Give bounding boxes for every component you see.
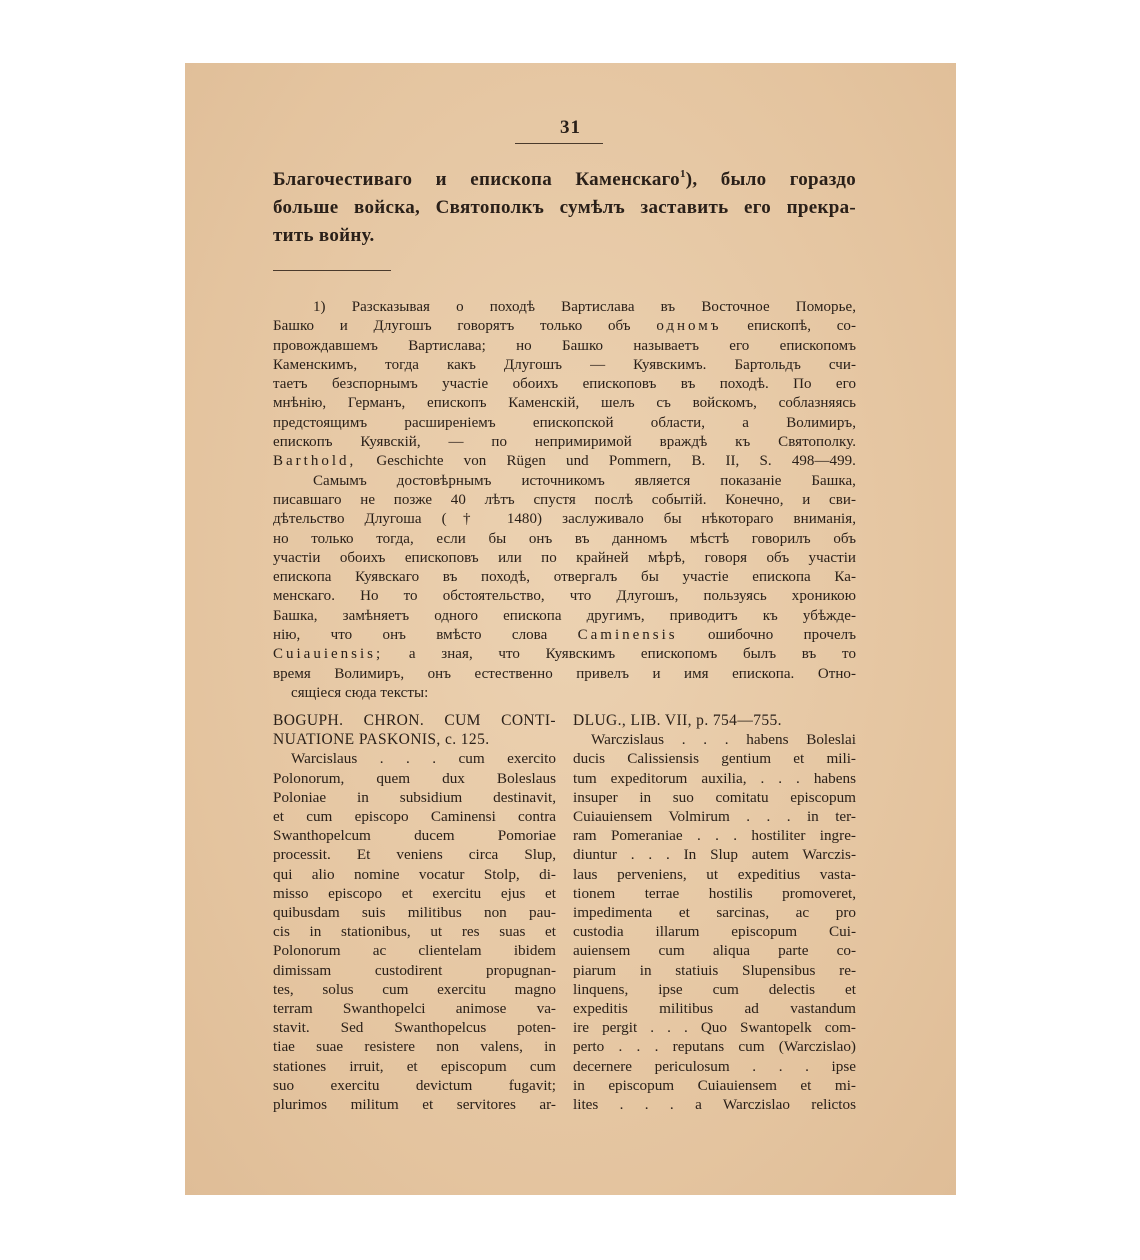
column-line: diuntur . . . In Slup autem Warczis- (573, 846, 856, 864)
main-text (273, 166, 856, 250)
column-line: in episcopum Cuiauiensem et mi- (573, 1076, 856, 1094)
footnote-line: дѣтельство Длугоша († 1480) заслуживало бы нѣкотораго вниманія, (273, 511, 856, 528)
column-line: Polonorum, quem dux Boleslaus (273, 769, 556, 787)
column-line: misso episcopo et exercitu ejus et (273, 884, 556, 902)
column-line: suo exercitu devictum fugavit; (273, 1076, 556, 1094)
footnote-citation: Barthold, Geschichte von Rügen und Pommern, B. II, S. 498—499. (273, 453, 856, 470)
column-line: impedimenta et sarcinas, ac pro (573, 904, 856, 922)
right-column-text (573, 730, 856, 1114)
column-line: Poloniae in subsidium destinavit, (273, 788, 556, 806)
column-line: tiae suae resistere non valens, in (273, 1038, 556, 1056)
footnote (273, 298, 856, 703)
column-line: decernere periculosum . . . ipse (573, 1057, 856, 1075)
footnote-line: таетъ безспорнымъ участіе обоихъ епископовъ въ походѣ. По его (273, 376, 856, 393)
main-text-line: Благочестиваго и епископа Каменскаго$^1$), было гораздо (273, 168, 856, 190)
column-line: lites . . . a Warczislao relictos (573, 1096, 856, 1114)
footnote-line: епископъ Куявскій, — по непримиримой враждѣ къ Святополку. (273, 434, 856, 451)
footnote-line: Cuiauiensis; а зная, что Куявскимъ епископомъ былъ въ то (273, 646, 856, 663)
footnote-line: время Волимиръ, онъ естественно привелъ и имя епископа. Отно- (273, 665, 856, 682)
footnote-line: предстоящимъ расширеніемъ епископской области, а Волимиръ, (273, 414, 856, 431)
column-line: tes, solus cum exercitu magno (273, 980, 556, 998)
left-column-text (273, 749, 556, 1114)
column-line: expeditis militibus ad vastandum (573, 1000, 856, 1018)
column-line: ram Pomeraniae . . . hostiliter ingre- (573, 827, 856, 845)
column-line: piarum in statiuis Slupensibus re- (573, 961, 856, 979)
column-line: laus perveniens, ut expeditius vasta- (573, 865, 856, 883)
footnote-line: но только тогда, если бы онъ въ данномъ мѣстѣ говорилъ объ (273, 530, 856, 547)
left-column (273, 711, 556, 1114)
column-line: linquens, ipse cum delectis et (573, 980, 856, 998)
right-column (573, 711, 856, 1114)
book-page (185, 63, 956, 1195)
column-line: Warczislaus . . . habens Boleslai (591, 731, 856, 749)
column-line: terram Swanthopelci animose va- (273, 1000, 556, 1018)
column-line: tum expeditorum auxilia, . . . habens (573, 769, 856, 787)
column-line: processit. Et veniens circa Slup, (273, 846, 556, 864)
left-column-heading: NUATIONE PASKONIS, c. 125. (273, 731, 490, 749)
footnote-line: Башко и Длугошъ говорятъ только объ одномъ епископѣ, со- (273, 318, 856, 335)
column-line: Warcislaus . . . cum exercito (291, 750, 556, 768)
main-text-line: больше войска, Святополкъ сумѣлъ заставить его прекра- (273, 197, 856, 218)
footnote-line: нію, что онъ вмѣсто слова Caminensis ошибочно прочелъ (273, 627, 857, 644)
column-line: ire pergit . . . Quo Swantopelk com- (573, 1019, 856, 1037)
footnote-marker[interactable]: 1 (679, 168, 686, 180)
column-line: quibusdam suis militibus non pau- (273, 904, 556, 922)
footnote-line: мнѣнію, Германъ, епископъ Каменскій, шелъ съ войскомъ, соблазняясь (273, 395, 856, 412)
left-column-heading: BOGUPH. CHRON. CUM CONTI- (273, 712, 556, 729)
column-line: Swanthopelcum ducem Pomoriae (273, 827, 556, 845)
column-line: qui alio nomine vocatur Stolp, di- (273, 865, 556, 883)
footnote-line: участіи обоихъ епископовъ или по крайней мѣрѣ, говоря объ участіи (273, 549, 856, 566)
page-number: 31 (560, 117, 581, 138)
column-line: tionem terrae hostilis promoveret, (573, 884, 856, 902)
footnote-line: Башка, замѣняетъ одного епископа другимъ, приводитъ къ убѣжде- (273, 607, 856, 624)
main-text-line: тить войну. (273, 225, 375, 246)
column-line: auiensem cum aliqua parte co- (573, 942, 856, 960)
column-line: Cuiauiensem Volmirum . . . in ter- (573, 808, 856, 826)
column-line: cis in stationibus, ut res suas et (273, 923, 556, 941)
column-line: stationes irruit, et episcopum cum (273, 1057, 556, 1075)
column-line: dimissam custodirent propugnan- (273, 961, 556, 979)
column-line: plurimos militum et servitores ar- (273, 1096, 556, 1114)
column-line: perto . . . reputans cum (Warczislao) (573, 1038, 856, 1056)
column-line: insuper in suo comitatu episcopum (573, 788, 856, 806)
footnote-line: писавшаго не позже 40 лѣтъ спустя послѣ событій. Конечно, и сви- (273, 491, 856, 508)
footnote-line: 1) Разсказывая о походѣ Вартислава въ Восточное Поморье, (313, 299, 856, 315)
right-column-heading: DLUG., LIB. VII, p. 754—755. (573, 712, 782, 729)
footnote-rule (273, 270, 391, 271)
page-number-rule (515, 143, 603, 144)
footnote-line: епископа Куявскаго въ походѣ, отвергалъ бы участіе епископа Ка- (273, 569, 856, 586)
footnote-line: Каменскимъ, тогда какъ Длугошъ — Куявскимъ. Бартольдъ счи- (273, 356, 856, 373)
column-line: stavit. Sed Swanthopelcus poten- (273, 1019, 556, 1037)
column-line: ducis Calissiensis gentium et mili- (573, 750, 856, 768)
footnote-line: Самымъ достовѣрнымъ источникомъ является показаніе Башка, (313, 472, 856, 489)
footnote-line: провождавшемъ Вартислава; но Башко называетъ его епископомъ (273, 337, 856, 354)
column-line: custodia illarum episcopum Cui- (573, 923, 856, 941)
footnote-line: менскаго. Но то обстоятельство, что Длугошъ, пользуясь хроникою (273, 588, 856, 605)
footnote-line: сящіеся сюда тексты: (291, 684, 429, 701)
column-line: Polonorum ac clientelam ibidem (273, 942, 556, 960)
column-line: et cum episcopo Caminensi contra (273, 808, 556, 826)
